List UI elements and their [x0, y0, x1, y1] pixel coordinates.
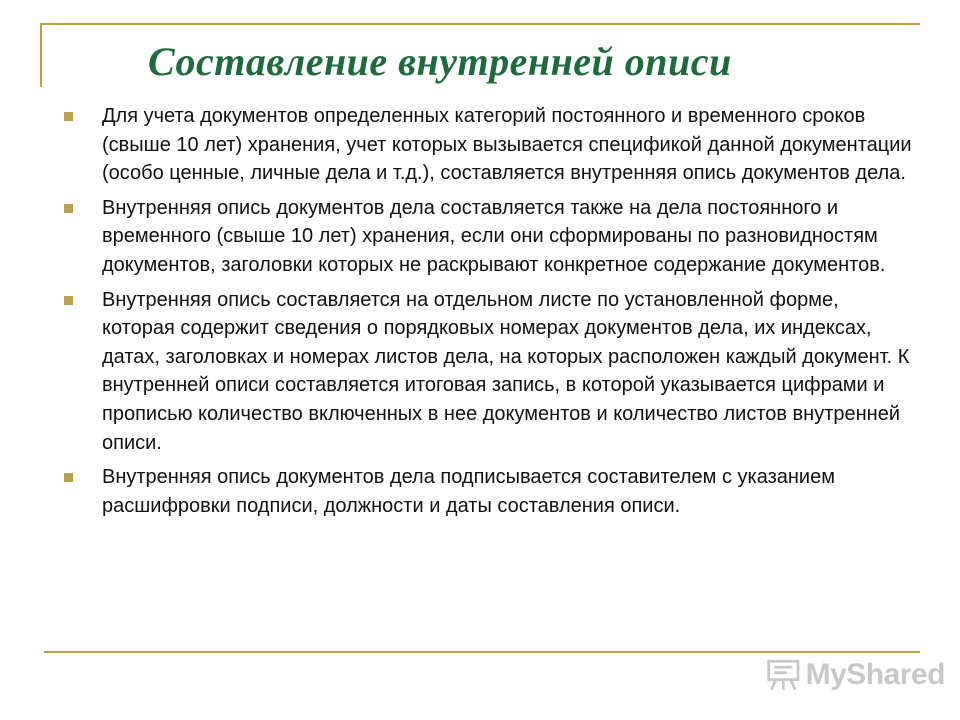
- bullet-list: [64, 102, 914, 526]
- square-bullet-icon: [64, 204, 73, 213]
- watermark-text: MyShared: [805, 658, 945, 691]
- square-bullet-icon: [64, 296, 73, 305]
- bullet-item: [64, 463, 914, 520]
- top-divider: [40, 23, 920, 25]
- bullet-text: Для учета документов определенных категорий постоянного и временного сроков (свыше 10 лет) хранения, учет которых вызывается спецификой данной документации (особо ценные, личные дела и т.д.), составляется внутренняя опись документов дела.: [102, 105, 912, 185]
- bullet-text: Внутренняя опись составляется на отдельном листе по установленной форме, которая содержит сведения о порядковых номерах документов дела, их индексах, датах, заголовках и номерах листов дела, на которых расположен каждый документ. К внутренней описи составляется итоговая запись, в которой указывается цифрами и прописью количество включенных в нее документов и количество листов внутренней описи.: [102, 288, 910, 454]
- bullet-item: [64, 286, 914, 458]
- bullet-text: Внутренняя опись документов дела составляется также на дела постоянного и временного (свыше 10 лет) хранения, если они сформированы по разновидностям документов, заголовки которых не раскрывают конкретное содержание документов.: [102, 196, 886, 276]
- square-bullet-icon: [64, 112, 73, 121]
- watermark: [765, 655, 945, 695]
- slide-title: Составление внутренней описи: [148, 39, 732, 84]
- presentation-board-icon: [765, 658, 802, 692]
- bullet-item: [64, 194, 914, 280]
- bottom-divider: [44, 651, 920, 653]
- bullet-text: Внутренняя опись документов дела подписывается составителем с указанием расшифровки подписи, должности и даты составления описи.: [102, 466, 835, 517]
- left-divider: [40, 23, 42, 87]
- square-bullet-icon: [64, 473, 73, 482]
- bullet-item: [64, 102, 914, 188]
